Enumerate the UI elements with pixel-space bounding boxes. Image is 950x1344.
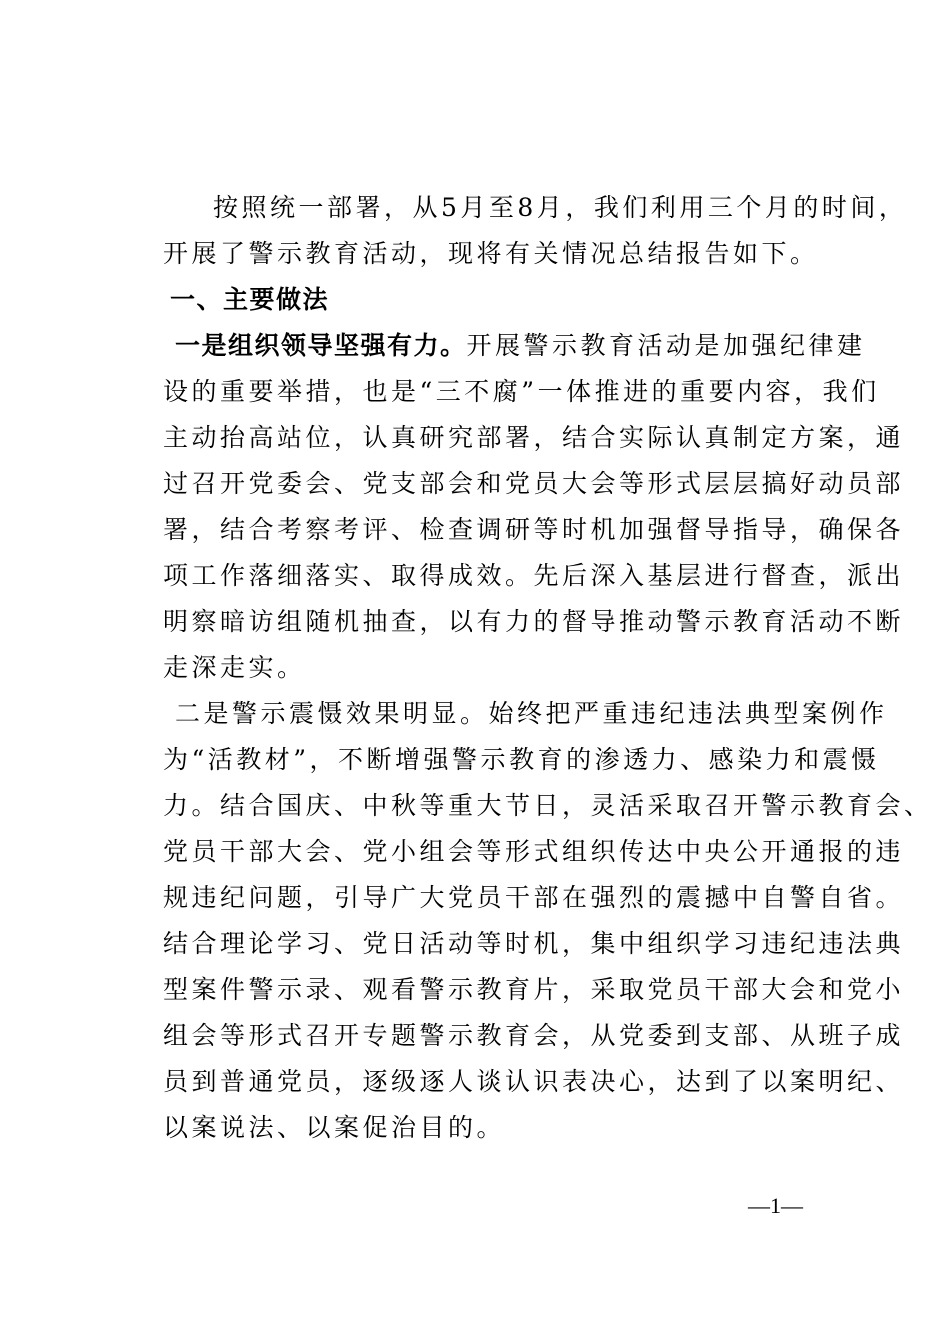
item1-line-1 xyxy=(175,329,866,363)
intro-line-2: 开展了警示教育活动，现将有关情况总结报告如下。 xyxy=(163,239,819,268)
item1-line-1-rest: 开展警示教育活动是加强纪律建 xyxy=(466,331,866,360)
item1-lead: 一是组织领导坚强有力。 xyxy=(175,331,467,360)
item1-line-8: 走深走实。 xyxy=(163,653,306,682)
item2-line-4: 党员干部大会、党小组会等形式组织传达中央公开通报的违 xyxy=(163,837,905,866)
intro-line-1: 按照统一部署，从5月至8月，我们利用三个月的时间， xyxy=(213,193,908,222)
section-heading: 一、主要做法 xyxy=(170,285,330,314)
item1-line-5: 署，结合考察考评、检查调研等时机加强督导指导，确保各 xyxy=(163,515,905,544)
item1-line-4: 过召开党委会、党支部会和党员大会等形式层层搞好动员部 xyxy=(163,469,905,498)
item1-line-3: 主动抬高站位，认真研究部署，结合实际认真制定方案，通 xyxy=(163,423,905,452)
item2-line-10: 以案说法、以案促治目的。 xyxy=(163,1113,506,1142)
item2-line-5: 规违纪问题，引导广大党员干部在强烈的震撼中自警自省。 xyxy=(163,883,905,912)
item2-line-8: 组会等形式召开专题警示教育会，从党委到支部、从班子成 xyxy=(163,1021,905,1050)
item2-line-7: 型案件警示录、观看警示教育片，采取党员干部大会和党小 xyxy=(163,975,905,1004)
item2-line-2: 为“活教材”，不断增强警示教育的渗透力、感染力和震慑 xyxy=(163,745,880,774)
item2-line-6: 结合理论学习、党日活动等时机，集中组织学习违纪违法典 xyxy=(163,929,905,958)
page-number: —1— xyxy=(748,1193,803,1218)
item1-line-7: 明察暗访组随机抽查，以有力的督导推动警示教育活动不断 xyxy=(163,607,905,636)
item2-line-9: 员到普通党员，逐级逐人谈认识表决心，达到了以案明纪、 xyxy=(163,1067,905,1096)
item1-line-2: 设的重要举措，也是“三不腐”一体推进的重要内容，我们 xyxy=(163,377,880,406)
item2-line-1: 二是警示震慑效果明显。始终把严重违纪违法典型案例作 xyxy=(175,699,888,728)
item2-line-3: 力。结合国庆、中秋等重大节日，灵活采取召开警示教育会、 xyxy=(163,791,933,820)
item1-line-6: 项工作落细落实、取得成效。先后深入基层进行督查，派出 xyxy=(163,561,905,590)
